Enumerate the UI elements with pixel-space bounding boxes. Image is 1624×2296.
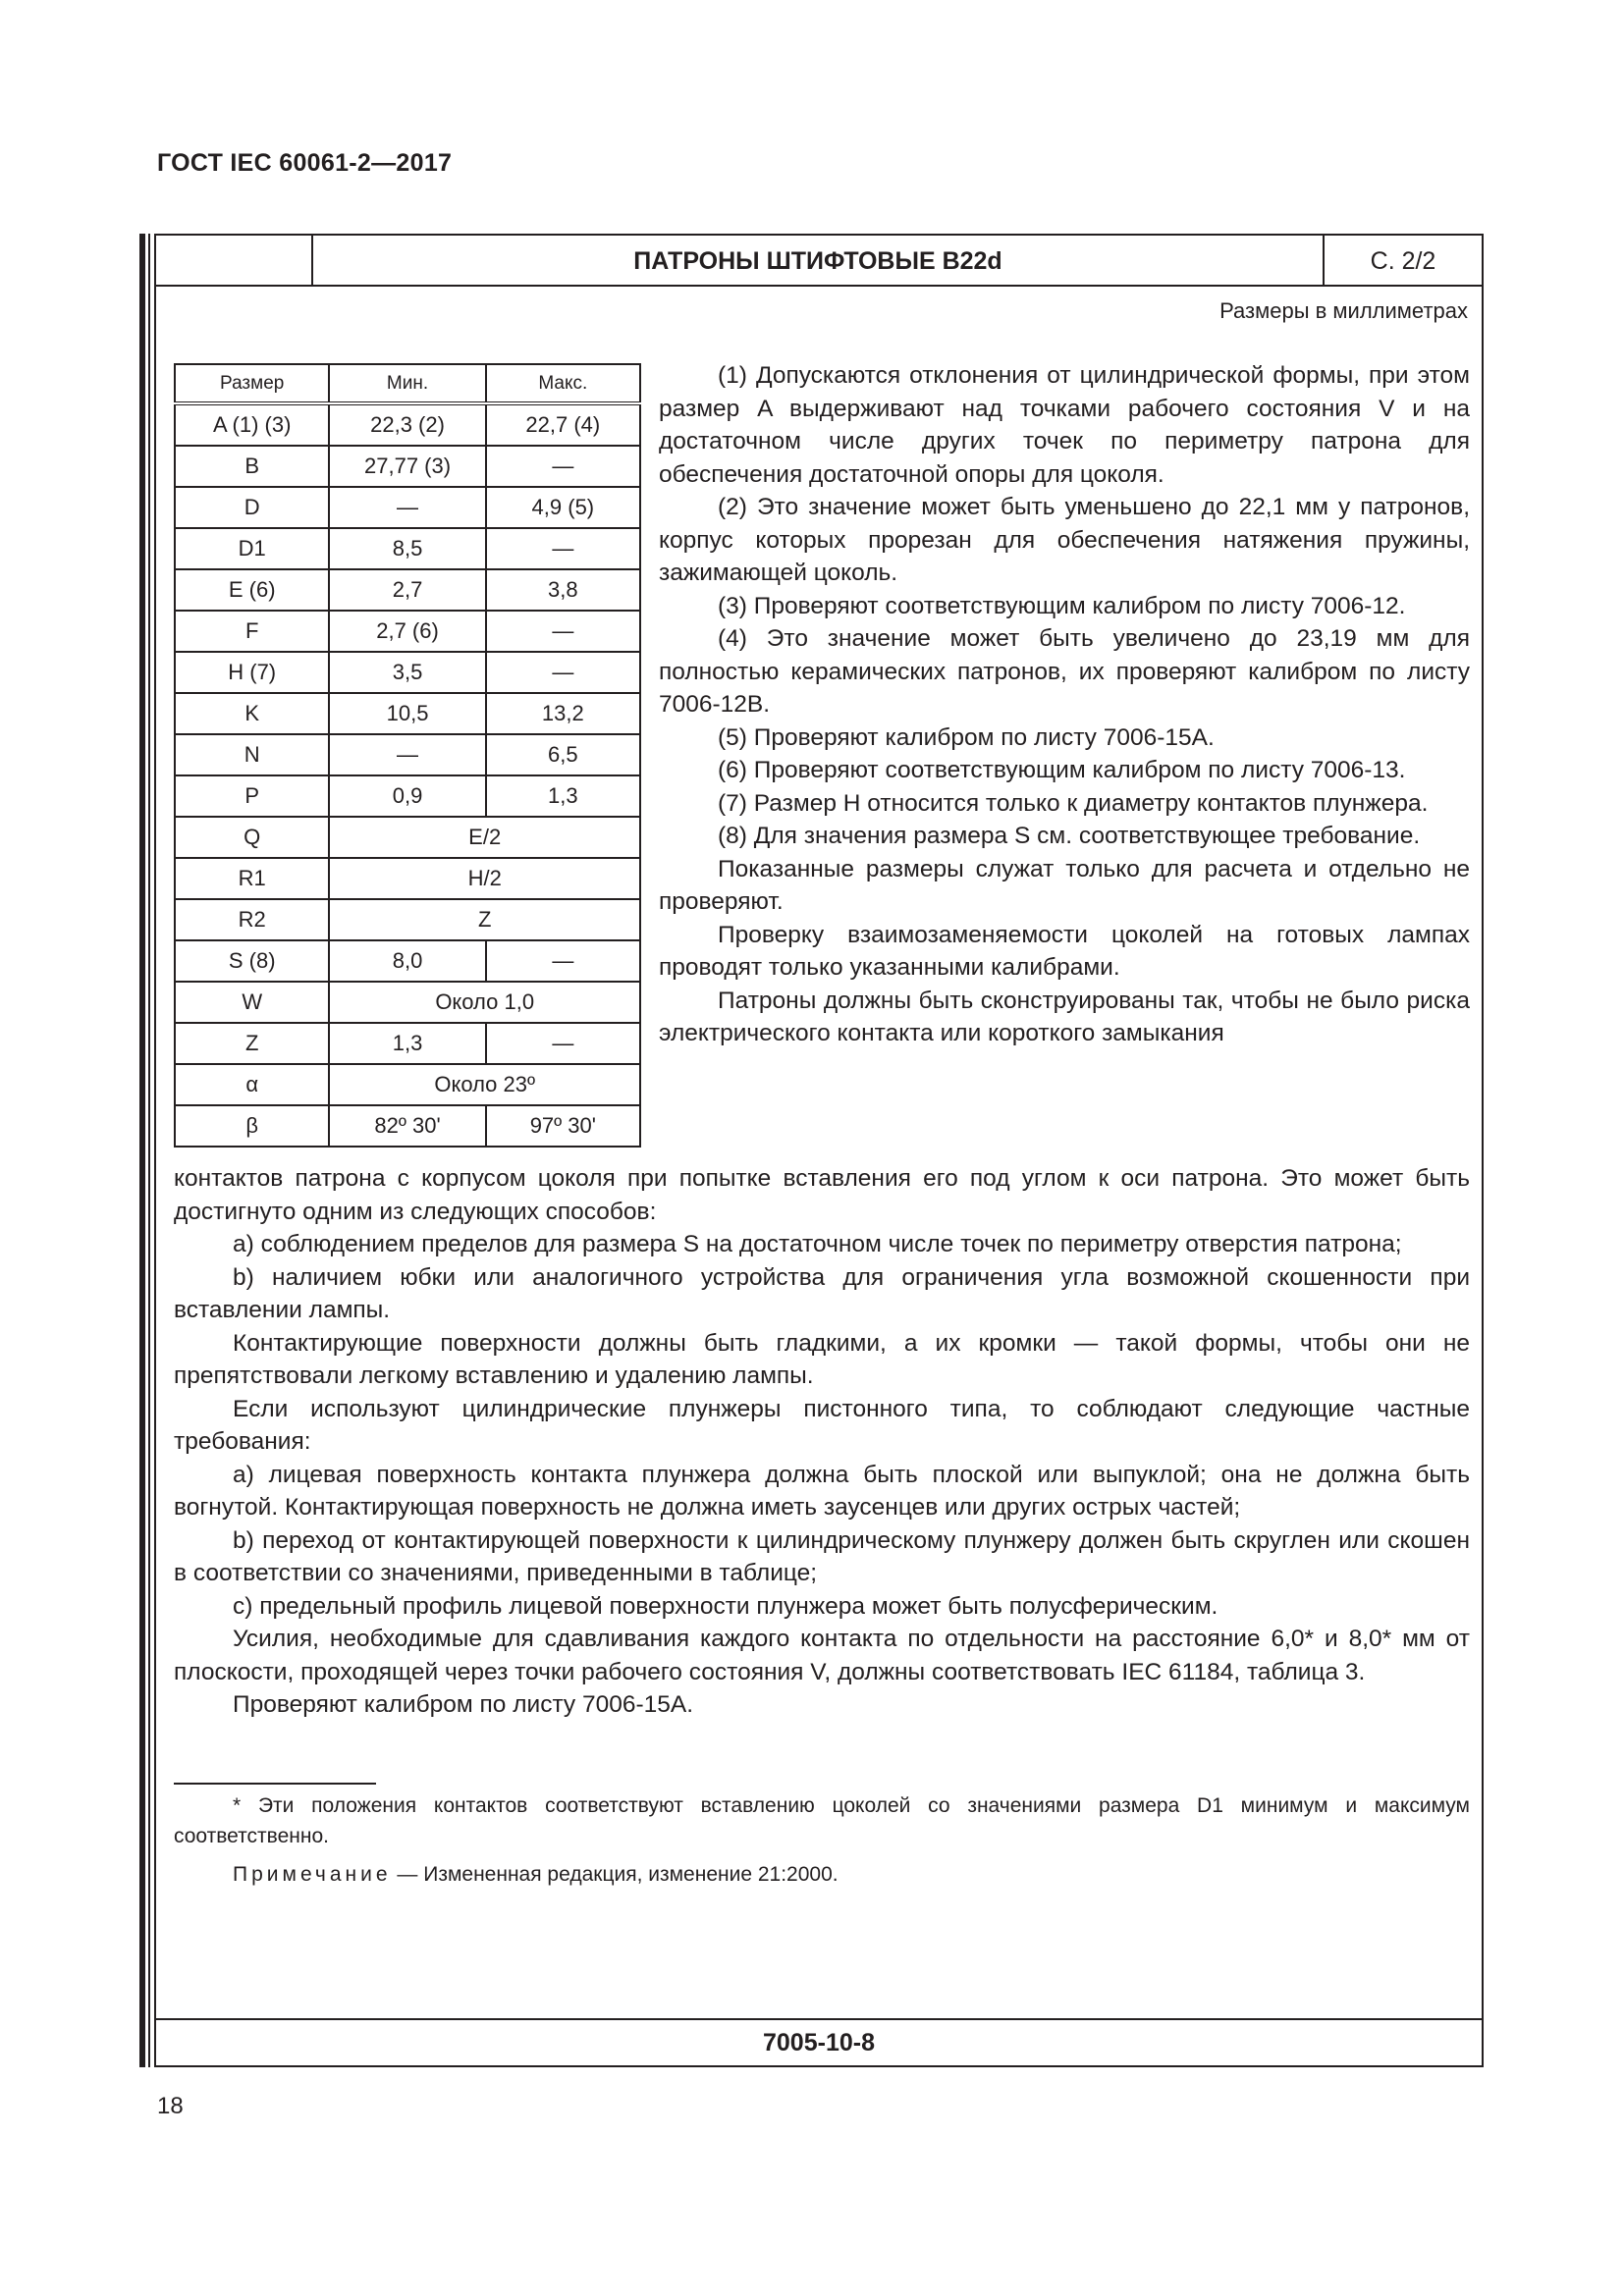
note-paragraph: (3) Проверяют соответствующим калибром по листу 7006-12. xyxy=(718,592,1406,619)
table-row xyxy=(175,817,640,858)
body-paragraph: c) предельный профиль лицевой поверхности плунжера может быть полусферическим. xyxy=(233,1592,1218,1620)
table-row xyxy=(175,611,640,652)
body-paragraph: Усилия, необходимые для сдавливания каждого контакта по отдельности на расстояние 6,0* и 8,0* мм от плоскости, проходящей через точки рабочего состояния V, должны соответствовать IEC 61184, таблица 3. xyxy=(174,1626,1470,1685)
cell-max: — xyxy=(486,446,640,487)
cell-size: A (1) (3) xyxy=(175,403,329,446)
cell-value: Около 1,0 xyxy=(329,982,640,1023)
cell-size: W xyxy=(175,982,329,1023)
body-paragraph: b) наличием юбки или аналогичного устройства для ограничения угла возможной скошенности при вставлении лампы. xyxy=(174,1263,1470,1323)
table-row xyxy=(175,652,640,693)
table-row xyxy=(175,1064,640,1105)
cell-min: 8,0 xyxy=(329,940,485,982)
table-row xyxy=(175,775,640,817)
cell-min: 2,7 (6) xyxy=(329,611,485,652)
footnote-rule xyxy=(174,1783,376,1785)
page-number: 18 xyxy=(157,2093,184,2119)
notes-column xyxy=(659,359,1470,1050)
cell-max: — xyxy=(486,1023,640,1064)
cell-size: B xyxy=(175,446,329,487)
cell-min: 10,5 xyxy=(329,693,485,734)
body-paragraph: Если используют цилиндрические плунжеры пистонного типа, то соблюдают следующие частные требования: xyxy=(174,1395,1470,1455)
cell-min: 8,5 xyxy=(329,528,485,569)
cell-size: β xyxy=(175,1105,329,1147)
cell-size: Z xyxy=(175,1023,329,1064)
cell-max: 3,8 xyxy=(486,569,640,611)
cell-min: 27,77 (3) xyxy=(329,446,485,487)
table-row xyxy=(175,487,640,528)
table-row xyxy=(175,693,640,734)
cell-size: D1 xyxy=(175,528,329,569)
body-paragraph: b) переход от контактирующей поверхности к цилиндрическому плунжеру должен быть скруглен или скошен в соответствии со значениями, приведенными в таблице; xyxy=(174,1526,1470,1586)
cell-max: 97º 30' xyxy=(486,1105,640,1147)
cell-size: Q xyxy=(175,817,329,858)
table-row xyxy=(175,1105,640,1147)
note-paragraph: Проверку взаимозаменяемости цоколей на готовых лампах проводят только указанными калибрами. xyxy=(659,921,1470,981)
note-paragraph: Показанные размеры служат только для расчета и отдельно не проверяют. xyxy=(659,855,1470,915)
note xyxy=(233,1863,839,1887)
table-row xyxy=(175,858,640,899)
note-paragraph: (8) Для значения размера S см. соответствующее требование. xyxy=(718,823,1421,849)
cell-value: E/2 xyxy=(329,817,640,858)
note-paragraph: (1) Допускаются отклонения от цилиндрической формы, при этом размер A выдерживают над точками рабочего состояния V и на достаточном числе других точек по периметру патрона для обеспечения достаточной опоры для цоколя. xyxy=(659,362,1470,488)
sheet-page-label: С. 2/2 xyxy=(1370,247,1436,275)
footnote-text: * Эти положения контактов соответствуют вставлению цоколей со значениями размера D1 минимум и максимум соответственно. xyxy=(174,1794,1470,1847)
cell-size: α xyxy=(175,1064,329,1105)
cell-size: H (7) xyxy=(175,652,329,693)
cell-size: N xyxy=(175,734,329,775)
cell-max: 22,7 (4) xyxy=(486,403,640,446)
sheet-frame xyxy=(154,234,1484,2067)
cell-max: 4,9 (5) xyxy=(486,487,640,528)
cell-size: F xyxy=(175,611,329,652)
cell-size: P xyxy=(175,775,329,817)
table-row xyxy=(175,899,640,940)
cell-max: — xyxy=(486,528,640,569)
cell-max: 1,3 xyxy=(486,775,640,817)
document-header: ГОСТ IEC 60061-2—2017 xyxy=(157,149,453,177)
table-row xyxy=(175,940,640,982)
cell-min: 1,3 xyxy=(329,1023,485,1064)
note-paragraph: (5) Проверяют калибром по листу 7006-15А. xyxy=(718,723,1215,751)
body-paragraph: Контактирующие поверхности должны быть гладкими, а их кромки — такой формы, чтобы они не препятствовали легкому вставлению и удалению лампы. xyxy=(174,1329,1470,1389)
cell-max: — xyxy=(486,652,640,693)
body-paragraph: a) лицевая поверхность контакта плунжера должна быть плоской или выпуклой; она не должна быть вогнутой. Контактирующая поверхность не должна иметь заусенцев или других острых частей; xyxy=(174,1461,1470,1521)
cell-value: Около 23º xyxy=(329,1064,640,1105)
cell-min: 82º 30' xyxy=(329,1105,485,1147)
table-row xyxy=(175,1023,640,1064)
sheet-code: 7005-10-8 xyxy=(156,2018,1482,2065)
cell-value: Z xyxy=(329,899,640,940)
header-min: Мин. xyxy=(329,364,485,403)
title-row xyxy=(156,236,1482,287)
cell-value: H/2 xyxy=(329,858,640,899)
title-empty-cell xyxy=(156,236,313,285)
body-text xyxy=(174,1162,1470,1722)
cell-size: E (6) xyxy=(175,569,329,611)
cell-min: 2,7 xyxy=(329,569,485,611)
body-paragraph: контактов патрона с корпусом цоколя при попытке вставления его под углом к оси патрона. Это может быть достигнуто одним из следующих способов: xyxy=(174,1165,1470,1225)
note-paragraph: Патроны должны быть сконструированы так, чтобы не было риска электрического контакта или короткого замыкания xyxy=(659,987,1470,1046)
note-paragraph: (7) Размер Н относится только к диаметру контактов плунжера. xyxy=(718,789,1429,817)
cell-size: R2 xyxy=(175,899,329,940)
header-max: Макс. xyxy=(486,364,640,403)
cell-min: 22,3 (2) xyxy=(329,403,485,446)
note-paragraph: (4) Это значение может быть увеличено до 23,19 мм для полностью керамических патронов, их проверяют калибром по листу 7006-12В. xyxy=(659,625,1470,718)
cell-min: — xyxy=(329,487,485,528)
dimensions-table xyxy=(174,363,641,1148)
table-row xyxy=(175,569,640,611)
body-paragraph: Проверяют калибром по листу 7006-15А. xyxy=(233,1691,694,1718)
cell-max: 6,5 xyxy=(486,734,640,775)
cell-min: 0,9 xyxy=(329,775,485,817)
table-row xyxy=(175,734,640,775)
table-row xyxy=(175,982,640,1023)
note-paragraph: (2) Это значение может быть уменьшено до 22,1 мм у патронов, корпус которых прорезан для обеспечения натяжения пружины, зажимающей цоколь. xyxy=(659,494,1470,586)
cell-max: — xyxy=(486,940,640,982)
table-row xyxy=(175,528,640,569)
units-note: Размеры в миллиметрах xyxy=(1219,298,1468,323)
body-paragraph: a) соблюдением пределов для размера S на достаточном числе точек по периметру отверстия патрона; xyxy=(233,1231,1402,1257)
cell-max: 13,2 xyxy=(486,693,640,734)
note-label: Примечание xyxy=(233,1863,392,1886)
cell-min: — xyxy=(329,734,485,775)
cell-size: S (8) xyxy=(175,940,329,982)
cell-size: K xyxy=(175,693,329,734)
cell-size: R1 xyxy=(175,858,329,899)
note-text: — Измененная редакция, изменение 21:2000. xyxy=(397,1863,839,1886)
cell-max: — xyxy=(486,611,640,652)
note-paragraph: (6) Проверяют соответствующим калибром по листу 7006-13. xyxy=(718,757,1406,783)
cell-min: 3,5 xyxy=(329,652,485,693)
cell-size: D xyxy=(175,487,329,528)
sheet-title: ПАТРОНЫ ШТИФТОВЫЕ B22d xyxy=(313,236,1325,285)
table-header-row xyxy=(175,364,640,403)
table-row xyxy=(175,446,640,487)
table-row xyxy=(175,403,640,446)
margin-line xyxy=(139,234,145,2067)
margin-line xyxy=(148,234,150,2067)
header-size: Размер xyxy=(175,364,329,403)
footnote xyxy=(174,1790,1470,1851)
